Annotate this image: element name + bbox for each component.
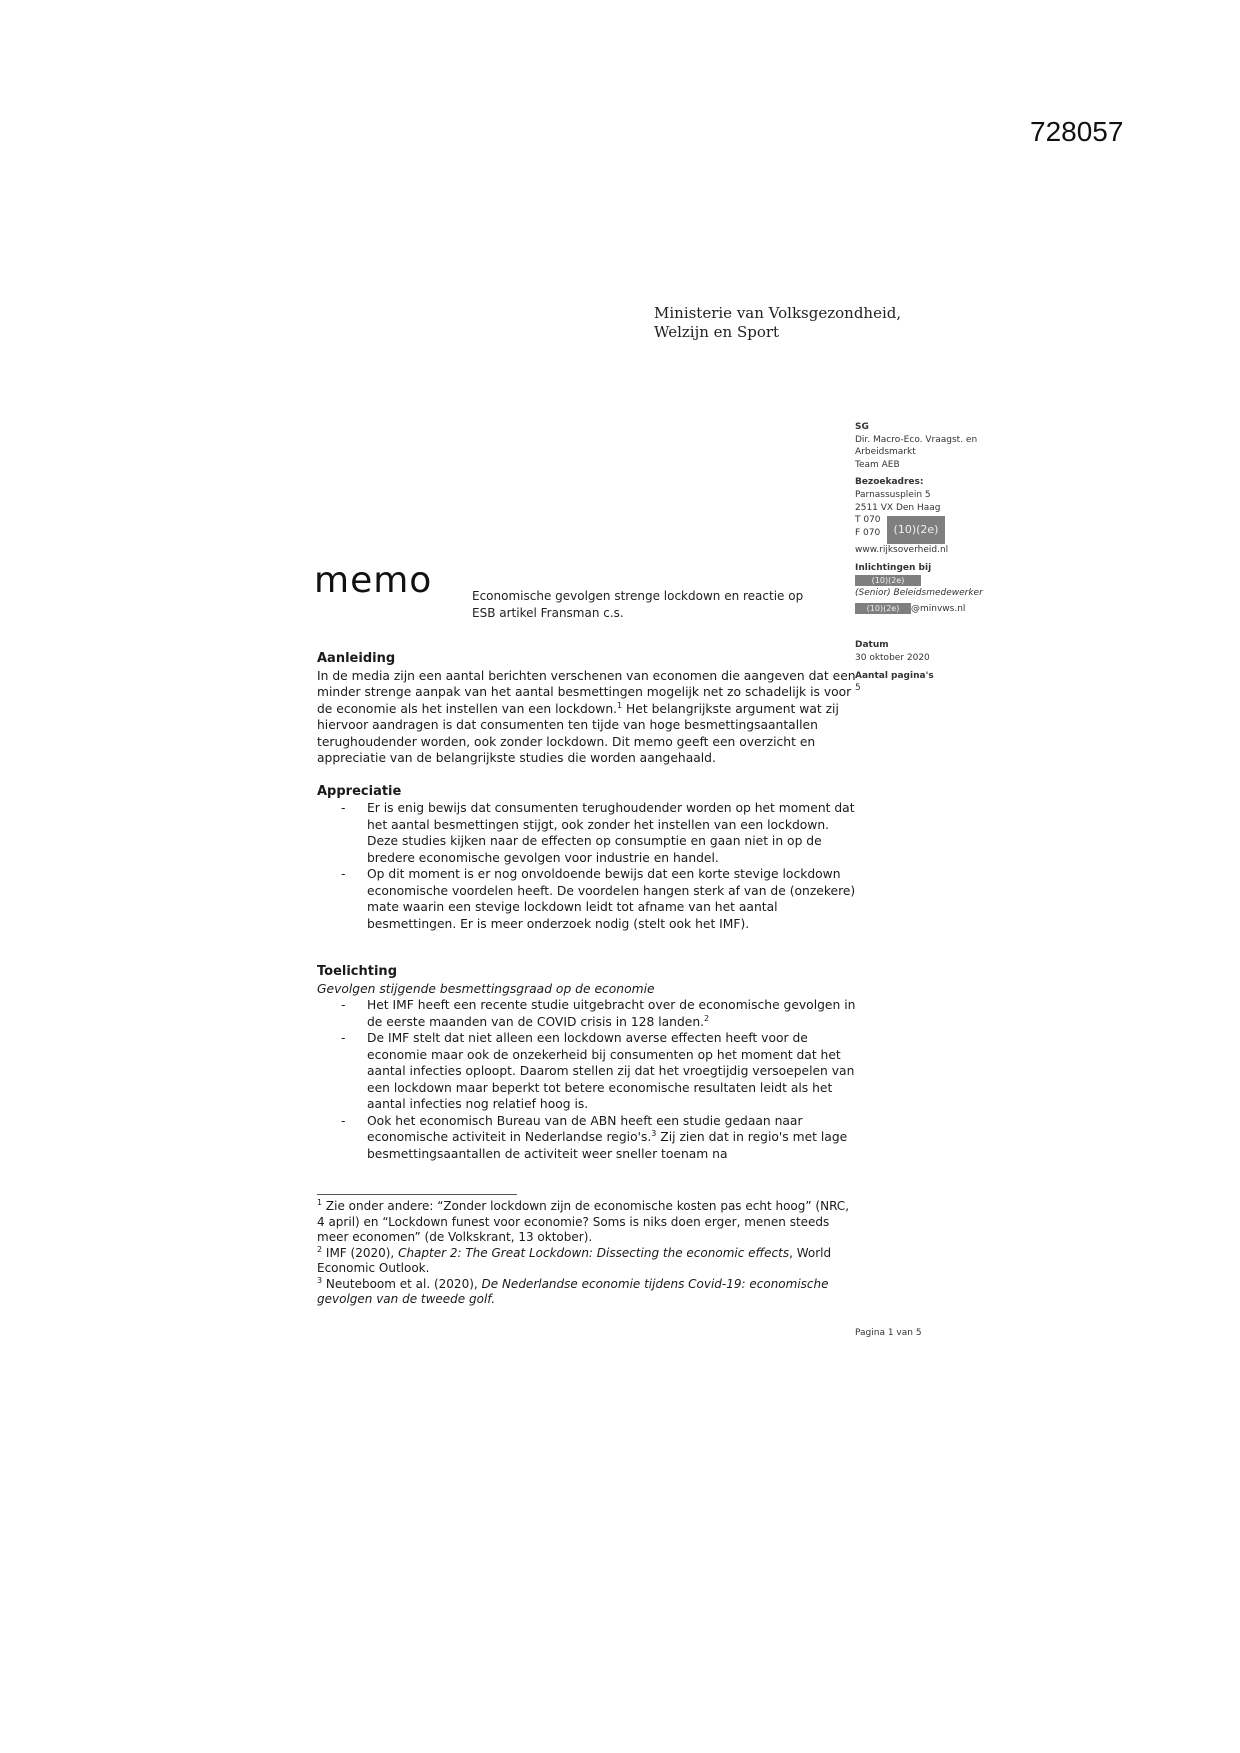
sidebar-date-value: 30 oktober 2020 <box>855 652 930 663</box>
toelichting-subheading: Gevolgen stijgende besmettingsgraad op de economie <box>317 981 655 996</box>
redaction-box-name: (10)(2e) <box>855 575 921 586</box>
footnotes <box>317 1199 857 1308</box>
subject-line-1: Economische gevolgen strenge lockdown en reactie op <box>472 589 804 603</box>
sidebar-contact-label: Inlichtingen bij <box>855 562 932 573</box>
sidebar-org: SG <box>855 422 869 432</box>
redaction-box-phone: (10)(2e) <box>887 516 945 544</box>
list-item: - Het IMF heeft een recente studie uitgebracht over de economische gevolgen in de eerste maanden van de COVID crisis in 128 landen.$^2$ <box>367 997 857 1030</box>
sidebar-street: Parnassusplein 5 <box>855 489 931 500</box>
sidebar-website: www.rijksoverheid.nl <box>855 545 949 556</box>
footnote-divider <box>317 1194 517 1195</box>
footnote-ref-2: 2 <box>704 1013 710 1023</box>
sidebar-team: Team AEB <box>855 459 900 470</box>
sidebar-contact-role: (Senior) Beleidsmedewerker <box>855 588 983 599</box>
list-item: - Ook het economisch Bureau van de ABN heeft een studie gedaan naar economische activiteit in Nederlandse regio's.$^3$ Zij zien dat in regio's met lage besmettingsaantallen de activiteit weer sneller toenam na <box>367 1113 857 1163</box>
sidebar-phone: T 070 <box>855 515 881 526</box>
footnote-2: $^2$ IMF (2020), Chapter 2: The Great Lockdown: Dissecting the economic effects, World Economic Outlook. <box>317 1244 832 1275</box>
footnote-3: $^3$ Neuteboom et al. (2020), De Nederlandse economie tijdens Covid-19: economische gevolgen van de tweede golf. <box>317 1275 829 1306</box>
page-indicator: Pagina 1 van 5 <box>855 1328 922 1338</box>
document-number: 728057 <box>1030 116 1124 147</box>
memo-subject <box>472 588 842 622</box>
memo-body <box>317 651 857 1162</box>
toelichting-list <box>317 997 857 1162</box>
ministry-line-1: Ministerie van Volksgezondheid, <box>654 304 902 322</box>
appreciatie-list <box>317 800 857 932</box>
list-item: - Er is enig bewijs dat consumenten terughoudender worden op het moment dat het aantal besmettingen stijgt, ook zonder het instellen van een lockdown. Deze studies kijken naar de effecten op consumptie en gaan niet in op de bredere economische gevolgen voor industrie en handel. <box>367 800 857 866</box>
sender-sidebar <box>855 421 1030 695</box>
section-heading-toelichting: Toelichting <box>317 964 397 979</box>
footnote-1: $^1$ Zie onder andere: “Zonder lockdown zijn de economische kosten pas echt hoog” (NRC, 4 april) en “Lockdown funest voor economie? Soms is niks doen erger, menen steeds meer economen” (de Volkskrant, 13 oktober). <box>317 1198 850 1244</box>
sidebar-dept-line-2: Arbeidsmarkt <box>855 447 916 458</box>
sidebar-pages-value: 5 <box>855 683 861 694</box>
ministry-line-2: Welzijn en Sport <box>654 323 780 341</box>
footnote-ref-3: 3 <box>651 1128 657 1138</box>
list-item: - De IMF stelt dat niet alleen een lockdown averse effecten heeft voor de economie maar ook de onzekerheid bij consumenten op het moment dat het aantal infecties oploopt. Daarom stellen zij dat het vroegtijdig versoepelen van een lockdown maar beperkt tot betere economische resultaten leidt als het aantal infecties nog relatief hoog is. <box>367 1030 857 1113</box>
sidebar-pages-label: Aantal pagina's <box>855 670 934 681</box>
section-heading-appreciatie: Appreciatie <box>317 783 402 799</box>
sidebar-fax: F 070 <box>855 527 881 538</box>
sidebar-postal: 2511 VX Den Haag <box>855 502 941 513</box>
list-item: - Op dit moment is er nog onvoldoende bewijs dat een korte stevige lockdown economische voordelen heeft. De voordelen hangen sterk af van de (onzekere) mate waarin een stevige lockdown leidt tot afname van het aantal besmettingen. Er is meer onderzoek nodig (stelt ook het IMF). <box>367 866 857 932</box>
memo-heading: memo <box>314 560 433 601</box>
sidebar-email <box>855 603 1030 616</box>
footnote-ref-1: 1 <box>617 700 623 710</box>
sidebar-email-domain: @minvws.nl <box>911 603 966 614</box>
subject-line-2: ESB artikel Fransman c.s. <box>472 606 624 620</box>
redaction-box-email: (10)(2e) <box>855 603 911 614</box>
ministry-logo-text <box>654 304 901 342</box>
sidebar-dept-line-1: Dir. Macro-Eco. Vraagst. en <box>855 434 978 445</box>
sidebar-date-label: Datum <box>855 640 889 651</box>
section-heading-aanleiding: Aanleiding <box>317 651 396 666</box>
sidebar-visit-label: Bezoekadres: <box>855 477 924 488</box>
aanleiding-paragraph: In de media zijn een aantal berichten verschenen van economen die aangeven dat een minder strenge aanpak van het aantal besmettingen mogelijk net zo schadelijk is voor de economie als het instellen van een lockdown.$^1$ Het belangrijkste argument wat zij hiervoor aandragen is dat consumenten ten tijde van hoge besmettingsaantallen terughoudender worden, ook zonder lockdown. Dit memo geeft een overzicht en appreciatie van de belangrijkste studies die worden aangehaald. <box>317 668 856 765</box>
